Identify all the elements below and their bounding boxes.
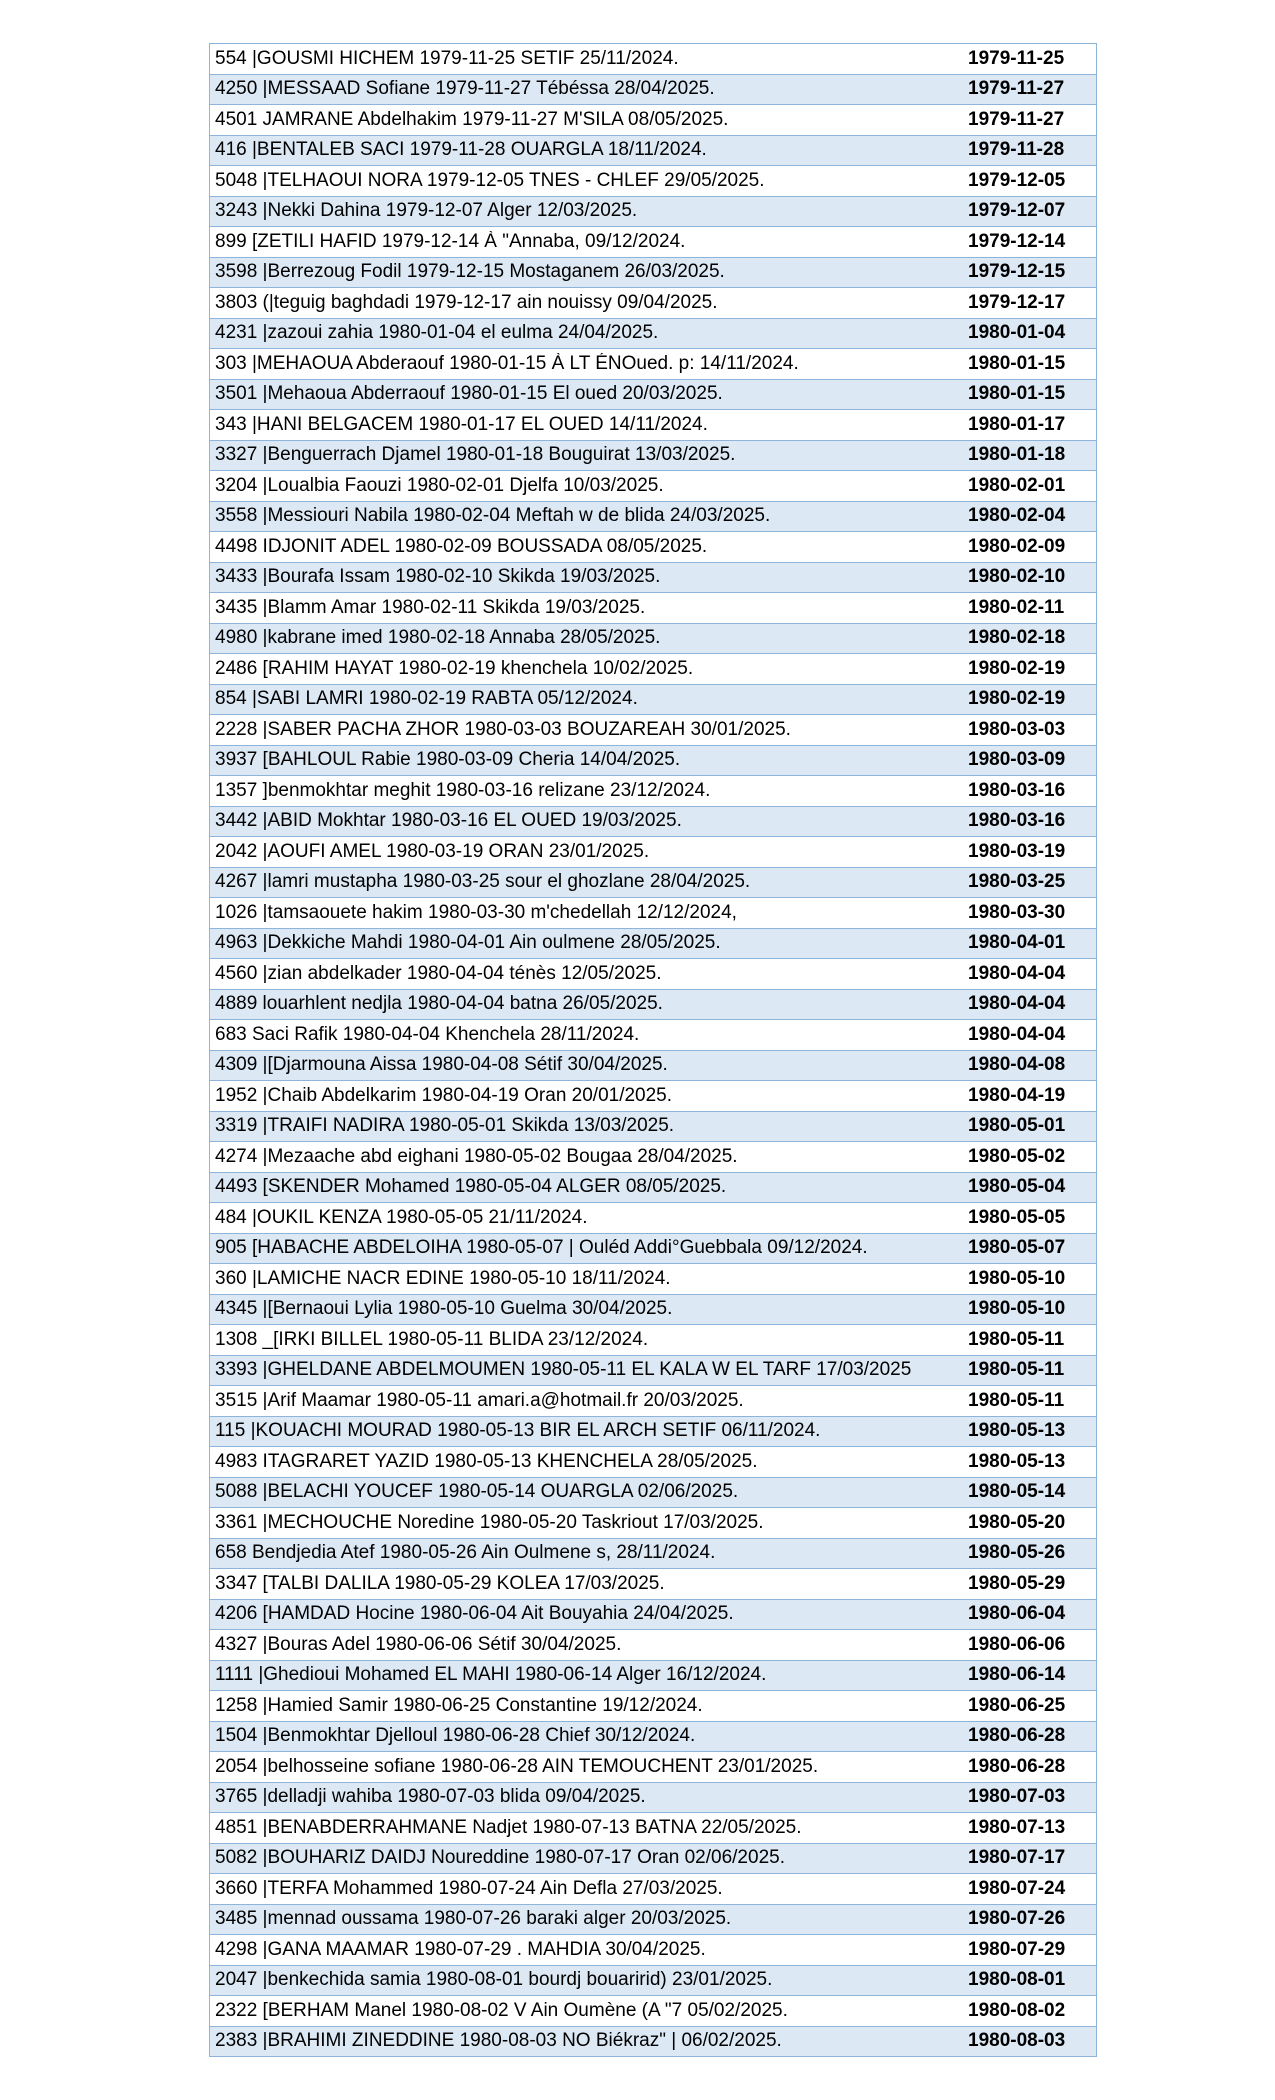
table-row — [210, 714, 1096, 745]
table-row — [210, 1782, 1096, 1813]
table-row — [210, 226, 1096, 257]
record-text-cell: 1258 |Hamied Samir 1980-06-25 Constantine 19/12/2024. — [215, 1694, 703, 1716]
table-row — [210, 1019, 1096, 1050]
table-row — [210, 1904, 1096, 1935]
table-row — [210, 867, 1096, 898]
table-row — [210, 1141, 1096, 1172]
table-row — [210, 1965, 1096, 1996]
table-row — [210, 1934, 1096, 1965]
birth-date-cell: 1979-11-27 — [968, 78, 1065, 100]
record-text-cell: 3347 [TALBI DALILA 1980-05-29 KOLEA 17/03/2025. — [215, 1572, 665, 1594]
table-row — [210, 257, 1096, 288]
birth-date-cell: 1980-06-28 — [968, 1725, 1066, 1747]
table-row — [210, 745, 1096, 776]
birth-date-cell: 1980-05-07 — [968, 1237, 1066, 1259]
record-text-cell: 3442 |ABID Mokhtar 1980-03-16 EL OUED 19/03/2025. — [215, 810, 682, 832]
table-row — [210, 1385, 1096, 1416]
birth-date-cell: 1980-05-29 — [968, 1572, 1066, 1594]
record-text-cell: 1111 |Ghedioui Mohamed EL MAHI 1980-06-14 Alger 16/12/2024. — [215, 1664, 767, 1686]
table-row — [210, 470, 1096, 501]
record-text-cell: 3204 |Loualbia Faouzi 1980-02-01 Djelfa 10/03/2025. — [215, 474, 664, 496]
table-row — [210, 592, 1096, 623]
table-row — [210, 1477, 1096, 1508]
record-text-cell: 899 [ZETILI HAFID 1979-12-14 À "Annaba, 09/12/2024. — [215, 230, 686, 252]
record-text-cell: 484 |OUKIL KENZA 1980-05-05 21/11/2024. — [215, 1206, 588, 1228]
record-text-cell: 1952 |Chaib Abdelkarim 1980-04-19 Oran 20/01/2025. — [215, 1084, 673, 1106]
birth-date-cell: 1980-05-10 — [968, 1267, 1066, 1289]
birth-date-cell: 1980-02-04 — [968, 505, 1066, 527]
record-text-cell: 1504 |Benmokhtar Djelloul 1980-06-28 Chief 30/12/2024. — [215, 1725, 696, 1747]
record-text-cell: 3937 [BAHLOUL Rabie 1980-03-09 Cheria 14/04/2025. — [215, 749, 681, 771]
record-text-cell: 4501 JAMRANE Abdelhakim 1979-11-27 M'SILA 08/05/2025. — [215, 108, 729, 130]
birth-date-cell: 1980-01-17 — [968, 413, 1066, 435]
table-row — [210, 1538, 1096, 1569]
birth-date-cell: 1980-03-16 — [968, 779, 1066, 801]
birth-date-cell: 1980-02-09 — [968, 535, 1066, 557]
birth-date-cell: 1980-07-03 — [968, 1786, 1066, 1808]
record-text-cell: 3501 |Mehaoua Abderraouf 1980-01-15 El oued 20/03/2025. — [215, 383, 723, 405]
table-row — [210, 562, 1096, 593]
birth-date-cell: 1980-05-13 — [968, 1450, 1066, 1472]
record-text-cell: 3327 |Benguerrach Djamel 1980-01-18 Bouguirat 13/03/2025. — [215, 444, 736, 466]
table-row — [210, 1446, 1096, 1477]
record-text-cell: 3393 |GHELDANE ABDELMOUMEN 1980-05-11 EL KALA W EL TARF 17/03/2025 — [215, 1359, 912, 1381]
birth-date-cell: 1980-03-25 — [968, 871, 1066, 893]
birth-date-cell: 1980-05-11 — [968, 1389, 1065, 1411]
record-text-cell: 4206 [HAMDAD Hocine 1980-06-04 Ait Bouyahia 24/04/2025. — [215, 1603, 734, 1625]
record-text-cell: 3765 |delladji wahiba 1980-07-03 blida 09/04/2025. — [215, 1786, 646, 1808]
birth-date-cell: 1979-12-05 — [968, 169, 1066, 191]
record-text-cell: 303 |MEHAOUA Abderaouf 1980-01-15 À LT ÉNOued. p: 14/11/2024. — [215, 352, 799, 374]
birth-date-cell: 1980-07-24 — [968, 1877, 1066, 1899]
table-row — [210, 104, 1096, 135]
table-row — [210, 531, 1096, 562]
birth-date-cell: 1979-11-25 — [968, 47, 1065, 69]
table-row — [210, 318, 1096, 349]
table-row — [210, 440, 1096, 471]
record-text-cell: 683 Saci Rafik 1980-04-04 Khenchela 28/11/2024. — [215, 1023, 640, 1045]
birth-date-cell: 1980-03-03 — [968, 718, 1066, 740]
record-text-cell: 2047 |benkechida samia 1980-08-01 bourdj bouaririd) 23/01/2025. — [215, 1969, 773, 1991]
table-row — [210, 1660, 1096, 1691]
record-text-cell: 4274 |Mezaache abd eighani 1980-05-02 Bougaa 28/04/2025. — [215, 1145, 738, 1167]
record-text-cell: 360 |LAMICHE NACR EDINE 1980-05-10 18/11/2024. — [215, 1267, 671, 1289]
table-row — [210, 1629, 1096, 1660]
table-row — [210, 1843, 1096, 1874]
table-row — [210, 1233, 1096, 1264]
birth-date-cell: 1980-04-01 — [968, 932, 1066, 954]
birth-date-cell: 1980-07-26 — [968, 1908, 1066, 1930]
record-text-cell: 4231 |zazoui zahia 1980-01-04 el eulma 24/04/2025. — [215, 322, 659, 344]
birth-date-cell: 1980-03-30 — [968, 901, 1066, 923]
table-row — [210, 501, 1096, 532]
birth-date-cell: 1979-11-27 — [968, 108, 1065, 130]
table-row — [210, 623, 1096, 654]
birth-date-cell: 1980-03-19 — [968, 840, 1066, 862]
table-row — [210, 43, 1096, 74]
table-row — [210, 1111, 1096, 1142]
record-text-cell: 3485 |mennad oussama 1980-07-26 baraki alger 20/03/2025. — [215, 1908, 732, 1930]
table-row — [210, 1721, 1096, 1752]
record-text-cell: 1308 _[IRKI BILLEL 1980-05-11 BLIDA 23/12/2024. — [215, 1328, 649, 1350]
table-row — [210, 1050, 1096, 1081]
record-text-cell: 4267 |lamri mustapha 1980-03-25 sour el ghozlane 28/04/2025. — [215, 871, 751, 893]
table-row — [210, 897, 1096, 928]
birth-date-cell: 1980-02-18 — [968, 627, 1066, 649]
birth-date-cell: 1979-12-07 — [968, 200, 1066, 222]
birth-date-cell: 1980-08-01 — [968, 1969, 1066, 1991]
table-row — [210, 1599, 1096, 1630]
birth-date-cell: 1980-05-11 — [968, 1359, 1065, 1381]
record-text-cell: 3319 |TRAIFI NADIRA 1980-05-01 Skikda 13/03/2025. — [215, 1115, 675, 1137]
birth-date-cell: 1980-03-09 — [968, 749, 1066, 771]
record-text-cell: 3598 |Berrezoug Fodil 1979-12-15 Mostaganem 26/03/2025. — [215, 261, 725, 283]
record-text-cell: 2054 |belhosseine sofiane 1980-06-28 AIN TEMOUCHENT 23/01/2025. — [215, 1755, 819, 1777]
record-text-cell: 854 |SABI LAMRI 1980-02-19 RABTA 05/12/2024. — [215, 688, 638, 710]
birth-date-cell: 1980-01-04 — [968, 322, 1066, 344]
record-text-cell: 2228 |SABER PACHA ZHOR 1980-03-03 BOUZAREAH 30/01/2025. — [215, 718, 791, 740]
birth-date-cell: 1980-05-11 — [968, 1328, 1065, 1350]
record-text-cell: 4963 |Dekkiche Mahdi 1980-04-01 Ain oulmene 28/05/2025. — [215, 932, 721, 954]
record-text-cell: 658 Bendjedia Atef 1980-05-26 Ain Oulmene s, 28/11/2024. — [215, 1542, 716, 1564]
birth-date-cell: 1980-01-18 — [968, 444, 1066, 466]
record-text-cell: 2486 [RAHIM HAYAT 1980-02-19 khenchela 10/02/2025. — [215, 657, 694, 679]
table-row — [210, 1294, 1096, 1325]
table-row — [210, 775, 1096, 806]
record-text-cell: 3433 |Bourafa Issam 1980-02-10 Skikda 19/03/2025. — [215, 566, 661, 588]
table-row — [210, 165, 1096, 196]
birth-date-cell: 1980-08-02 — [968, 1999, 1066, 2021]
birth-date-cell: 1979-12-14 — [968, 230, 1066, 252]
record-text-cell: 4250 |MESSAAD Sofiane 1979-11-27 Tébéssa 28/04/2025. — [215, 78, 715, 100]
birth-date-cell: 1980-02-19 — [968, 688, 1066, 710]
table-row — [210, 74, 1096, 105]
table-row — [210, 135, 1096, 166]
record-text-cell: 554 |GOUSMI HICHEM 1979-11-25 SETIF 25/11/2024. — [215, 47, 679, 69]
table-row — [210, 1172, 1096, 1203]
record-text-cell: 4889 louarhlent nedjla 1980-04-04 batna 26/05/2025. — [215, 993, 663, 1015]
birth-date-cell: 1979-12-17 — [968, 291, 1066, 313]
records-table — [209, 43, 1097, 2057]
record-text-cell: 3515 |Arif Maamar 1980-05-11 amari.a@hotmail.fr 20/03/2025. — [215, 1389, 744, 1411]
table-row — [210, 1355, 1096, 1386]
record-text-cell: 4983 ITAGRARET YAZID 1980-05-13 KHENCHELA 28/05/2025. — [215, 1450, 758, 1472]
birth-date-cell: 1980-01-15 — [968, 352, 1066, 374]
birth-date-cell: 1980-06-28 — [968, 1755, 1066, 1777]
record-text-cell: 3361 |MECHOUCHE Noredine 1980-05-20 Taskriout 17/03/2025. — [215, 1511, 764, 1533]
table-row — [210, 1507, 1096, 1538]
record-text-cell: 5082 |BOUHARIZ DAIDJ Noureddine 1980-07-17 Oran 02/06/2025. — [215, 1847, 785, 1869]
table-row — [210, 379, 1096, 410]
record-text-cell: 4345 |[Bernaoui Lylia 1980-05-10 Guelma 30/04/2025. — [215, 1298, 673, 1320]
birth-date-cell: 1980-06-04 — [968, 1603, 1066, 1625]
table-row — [210, 684, 1096, 715]
table-row — [210, 348, 1096, 379]
record-text-cell: 115 |KOUACHI MOURAD 1980-05-13 BIR EL ARCH SETIF 06/11/2024. — [215, 1420, 821, 1442]
birth-date-cell: 1980-02-19 — [968, 657, 1066, 679]
table-row — [210, 1263, 1096, 1294]
birth-date-cell: 1980-08-03 — [968, 2030, 1066, 2052]
birth-date-cell: 1980-05-10 — [968, 1298, 1066, 1320]
record-text-cell: 416 |BENTALEB SACI 1979-11-28 OUARGLA 18/11/2024. — [215, 139, 707, 161]
record-text-cell: 3243 |Nekki Dahina 1979-12-07 Alger 12/03/2025. — [215, 200, 638, 222]
record-text-cell: 3803 (|teguig baghdadi 1979-12-17 ain nouissy 09/04/2025. — [215, 291, 718, 313]
record-text-cell: 905 [HABACHE ABDELOIHA 1980-05-07 | Ouléd Addi°Guebbala 09/12/2024. — [215, 1237, 868, 1259]
table-row — [210, 1080, 1096, 1111]
birth-date-cell: 1980-05-26 — [968, 1542, 1066, 1564]
record-text-cell: 2042 |AOUFI AMEL 1980-03-19 ORAN 23/01/2025. — [215, 840, 650, 862]
table-row — [210, 409, 1096, 440]
birth-date-cell: 1979-12-15 — [968, 261, 1066, 283]
record-text-cell: 4327 |Bouras Adel 1980-06-06 Sétif 30/04/2025. — [215, 1633, 622, 1655]
birth-date-cell: 1980-04-04 — [968, 1023, 1066, 1045]
record-text-cell: 5048 |TELHAOUI NORA 1979-12-05 TNES - CHLEF 29/05/2025. — [215, 169, 765, 191]
table-row — [210, 1751, 1096, 1782]
table-row — [210, 836, 1096, 867]
record-text-cell: 4498 IDJONIT ADEL 1980-02-09 BOUSSADA 08/05/2025. — [215, 535, 708, 557]
birth-date-cell: 1980-05-13 — [968, 1420, 1066, 1442]
birth-date-cell: 1980-05-05 — [968, 1206, 1066, 1228]
birth-date-cell: 1980-06-06 — [968, 1633, 1066, 1655]
birth-date-cell: 1980-04-04 — [968, 993, 1066, 1015]
table-row — [210, 1995, 1096, 2026]
record-text-cell: 3558 |Messiouri Nabila 1980-02-04 Meftah w de blida 24/03/2025. — [215, 505, 771, 527]
birth-date-cell: 1980-01-15 — [968, 383, 1066, 405]
birth-date-cell: 1980-03-16 — [968, 810, 1066, 832]
table-row — [210, 1324, 1096, 1355]
record-text-cell: 1026 |tamsaouete hakim 1980-03-30 m'chedellah 12/12/2024, — [215, 901, 737, 923]
table-row — [210, 1202, 1096, 1233]
table-row — [210, 1568, 1096, 1599]
table-row — [210, 1873, 1096, 1904]
birth-date-cell: 1980-05-20 — [968, 1511, 1066, 1533]
birth-date-cell: 1980-06-14 — [968, 1664, 1066, 1686]
record-text-cell: 343 |HANI BELGACEM 1980-01-17 EL OUED 14/11/2024. — [215, 413, 708, 435]
record-text-cell: 1357 ]benmokhtar meghit 1980-03-16 relizane 23/12/2024. — [215, 779, 711, 801]
record-text-cell: 4851 |BENABDERRAHMANE Nadjet 1980-07-13 BATNA 22/05/2025. — [215, 1816, 802, 1838]
table-row — [210, 958, 1096, 989]
record-text-cell: 4560 |zian abdelkader 1980-04-04 ténès 12/05/2025. — [215, 962, 662, 984]
record-text-cell: 3660 |TERFA Mohammed 1980-07-24 Ain Defla 27/03/2025. — [215, 1877, 723, 1899]
birth-date-cell: 1980-05-02 — [968, 1145, 1066, 1167]
birth-date-cell: 1980-05-14 — [968, 1481, 1066, 1503]
record-text-cell: 2322 [BERHAM Manel 1980-08-02 V Ain Oumène (A "7 05/02/2025. — [215, 1999, 788, 2021]
record-text-cell: 4980 |kabrane imed 1980-02-18 Annaba 28/05/2025. — [215, 627, 661, 649]
table-row — [210, 806, 1096, 837]
table-row — [210, 1416, 1096, 1447]
record-text-cell: 4309 |[Djarmouna Aissa 1980-04-08 Sétif 30/04/2025. — [215, 1054, 668, 1076]
table-row — [210, 196, 1096, 227]
birth-date-cell: 1980-05-01 — [968, 1115, 1066, 1137]
table-row — [210, 1812, 1096, 1843]
record-text-cell: 4298 |GANA MAAMAR 1980-07-29 . MAHDIA 30/04/2025. — [215, 1938, 706, 1960]
record-text-cell: 3435 |Blamm Amar 1980-02-11 Skikda 19/03/2025. — [215, 596, 646, 618]
birth-date-cell: 1980-05-04 — [968, 1176, 1066, 1198]
table-row — [210, 2026, 1096, 2057]
table-row — [210, 287, 1096, 318]
birth-date-cell: 1980-02-01 — [968, 474, 1066, 496]
table-row — [210, 928, 1096, 959]
birth-date-cell: 1980-06-25 — [968, 1694, 1066, 1716]
birth-date-cell: 1980-07-17 — [968, 1847, 1066, 1869]
birth-date-cell: 1980-07-29 — [968, 1938, 1066, 1960]
table-row — [210, 653, 1096, 684]
table-row — [210, 989, 1096, 1020]
birth-date-cell: 1979-11-28 — [968, 139, 1065, 161]
record-text-cell: 4493 [SKENDER Mohamed 1980-05-04 ALGER 08/05/2025. — [215, 1176, 727, 1198]
birth-date-cell: 1980-02-11 — [968, 596, 1065, 618]
birth-date-cell: 1980-04-08 — [968, 1054, 1066, 1076]
record-text-cell: 2383 |BRAHIMI ZINEDDINE 1980-08-03 NO Biékraz" | 06/02/2025. — [215, 2030, 782, 2052]
birth-date-cell: 1980-07-13 — [968, 1816, 1066, 1838]
record-text-cell: 5088 |BELACHI YOUCEF 1980-05-14 OUARGLA 02/06/2025. — [215, 1481, 739, 1503]
birth-date-cell: 1980-02-10 — [968, 566, 1066, 588]
birth-date-cell: 1980-04-04 — [968, 962, 1066, 984]
table-row — [210, 1690, 1096, 1721]
birth-date-cell: 1980-04-19 — [968, 1084, 1066, 1106]
